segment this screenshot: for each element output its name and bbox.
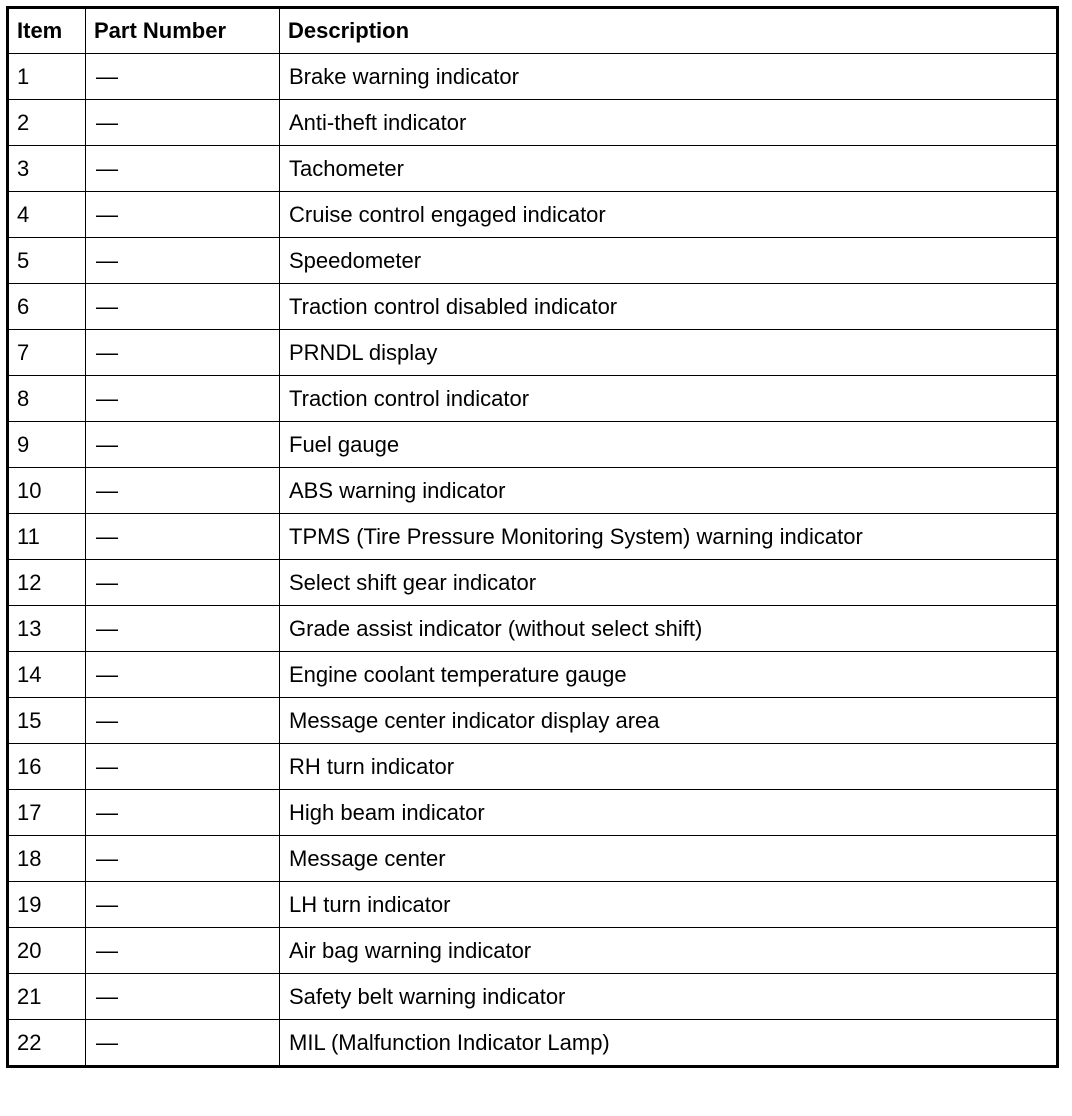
item-number-cell: 3	[8, 146, 86, 192]
table-row	[8, 422, 1058, 468]
item-number-cell: 10	[8, 468, 86, 514]
part-number-cell: —	[86, 928, 280, 974]
table-row	[8, 146, 1058, 192]
part-number-cell: —	[86, 192, 280, 238]
header-part-number: Part Number	[86, 8, 280, 54]
part-number-cell: —	[86, 330, 280, 376]
table-row	[8, 238, 1058, 284]
parts-table	[6, 6, 1059, 1068]
description-cell: Speedometer	[280, 238, 1058, 284]
description-cell: TPMS (Tire Pressure Monitoring System) warning indicator	[280, 514, 1058, 560]
description-cell: Fuel gauge	[280, 422, 1058, 468]
table-row	[8, 974, 1058, 1020]
description-cell: MIL (Malfunction Indicator Lamp)	[280, 1020, 1058, 1067]
item-number-cell: 22	[8, 1020, 86, 1067]
description-cell: ABS warning indicator	[280, 468, 1058, 514]
part-number-cell: —	[86, 744, 280, 790]
table-row	[8, 560, 1058, 606]
item-number-cell: 4	[8, 192, 86, 238]
item-number-cell: 17	[8, 790, 86, 836]
description-cell: Tachometer	[280, 146, 1058, 192]
table-row	[8, 836, 1058, 882]
part-number-cell: —	[86, 514, 280, 560]
table-row	[8, 790, 1058, 836]
description-cell: Cruise control engaged indicator	[280, 192, 1058, 238]
description-cell: LH turn indicator	[280, 882, 1058, 928]
table-header-row	[8, 8, 1058, 54]
description-cell: Engine coolant temperature gauge	[280, 652, 1058, 698]
part-number-cell: —	[86, 100, 280, 146]
description-cell: Anti-theft indicator	[280, 100, 1058, 146]
header-description: Description	[280, 8, 1058, 54]
table-row	[8, 606, 1058, 652]
table-row	[8, 698, 1058, 744]
item-number-cell: 2	[8, 100, 86, 146]
description-cell: Traction control indicator	[280, 376, 1058, 422]
part-number-cell: —	[86, 146, 280, 192]
part-number-cell: —	[86, 284, 280, 330]
part-number-cell: —	[86, 652, 280, 698]
part-number-cell: —	[86, 560, 280, 606]
part-number-cell: —	[86, 422, 280, 468]
parts-table-container	[6, 6, 1056, 1068]
part-number-cell: —	[86, 974, 280, 1020]
item-number-cell: 21	[8, 974, 86, 1020]
table-row	[8, 100, 1058, 146]
description-cell: Message center	[280, 836, 1058, 882]
table-row	[8, 284, 1058, 330]
description-cell: Brake warning indicator	[280, 54, 1058, 100]
description-cell: High beam indicator	[280, 790, 1058, 836]
description-cell: Grade assist indicator (without select shift)	[280, 606, 1058, 652]
item-number-cell: 16	[8, 744, 86, 790]
item-number-cell: 5	[8, 238, 86, 284]
item-number-cell: 13	[8, 606, 86, 652]
item-number-cell: 9	[8, 422, 86, 468]
item-number-cell: 6	[8, 284, 86, 330]
table-row	[8, 882, 1058, 928]
part-number-cell: —	[86, 376, 280, 422]
part-number-cell: —	[86, 882, 280, 928]
description-cell: Traction control disabled indicator	[280, 284, 1058, 330]
part-number-cell: —	[86, 238, 280, 284]
part-number-cell: —	[86, 468, 280, 514]
item-number-cell: 14	[8, 652, 86, 698]
item-number-cell: 11	[8, 514, 86, 560]
table-body	[8, 54, 1058, 1067]
item-number-cell: 8	[8, 376, 86, 422]
description-cell: RH turn indicator	[280, 744, 1058, 790]
item-number-cell: 7	[8, 330, 86, 376]
table-row	[8, 652, 1058, 698]
description-cell: Safety belt warning indicator	[280, 974, 1058, 1020]
table-row	[8, 376, 1058, 422]
table-row	[8, 468, 1058, 514]
item-number-cell: 20	[8, 928, 86, 974]
description-cell: Air bag warning indicator	[280, 928, 1058, 974]
item-number-cell: 15	[8, 698, 86, 744]
part-number-cell: —	[86, 54, 280, 100]
item-number-cell: 12	[8, 560, 86, 606]
table-row	[8, 1020, 1058, 1067]
part-number-cell: —	[86, 790, 280, 836]
header-item: Item	[8, 8, 86, 54]
table-row	[8, 928, 1058, 974]
table-row	[8, 192, 1058, 238]
description-cell: Select shift gear indicator	[280, 560, 1058, 606]
table-row	[8, 744, 1058, 790]
table-row	[8, 514, 1058, 560]
item-number-cell: 19	[8, 882, 86, 928]
table-row	[8, 330, 1058, 376]
item-number-cell: 18	[8, 836, 86, 882]
part-number-cell: —	[86, 1020, 280, 1067]
table-row	[8, 54, 1058, 100]
part-number-cell: —	[86, 836, 280, 882]
description-cell: PRNDL display	[280, 330, 1058, 376]
item-number-cell: 1	[8, 54, 86, 100]
part-number-cell: —	[86, 698, 280, 744]
description-cell: Message center indicator display area	[280, 698, 1058, 744]
part-number-cell: —	[86, 606, 280, 652]
